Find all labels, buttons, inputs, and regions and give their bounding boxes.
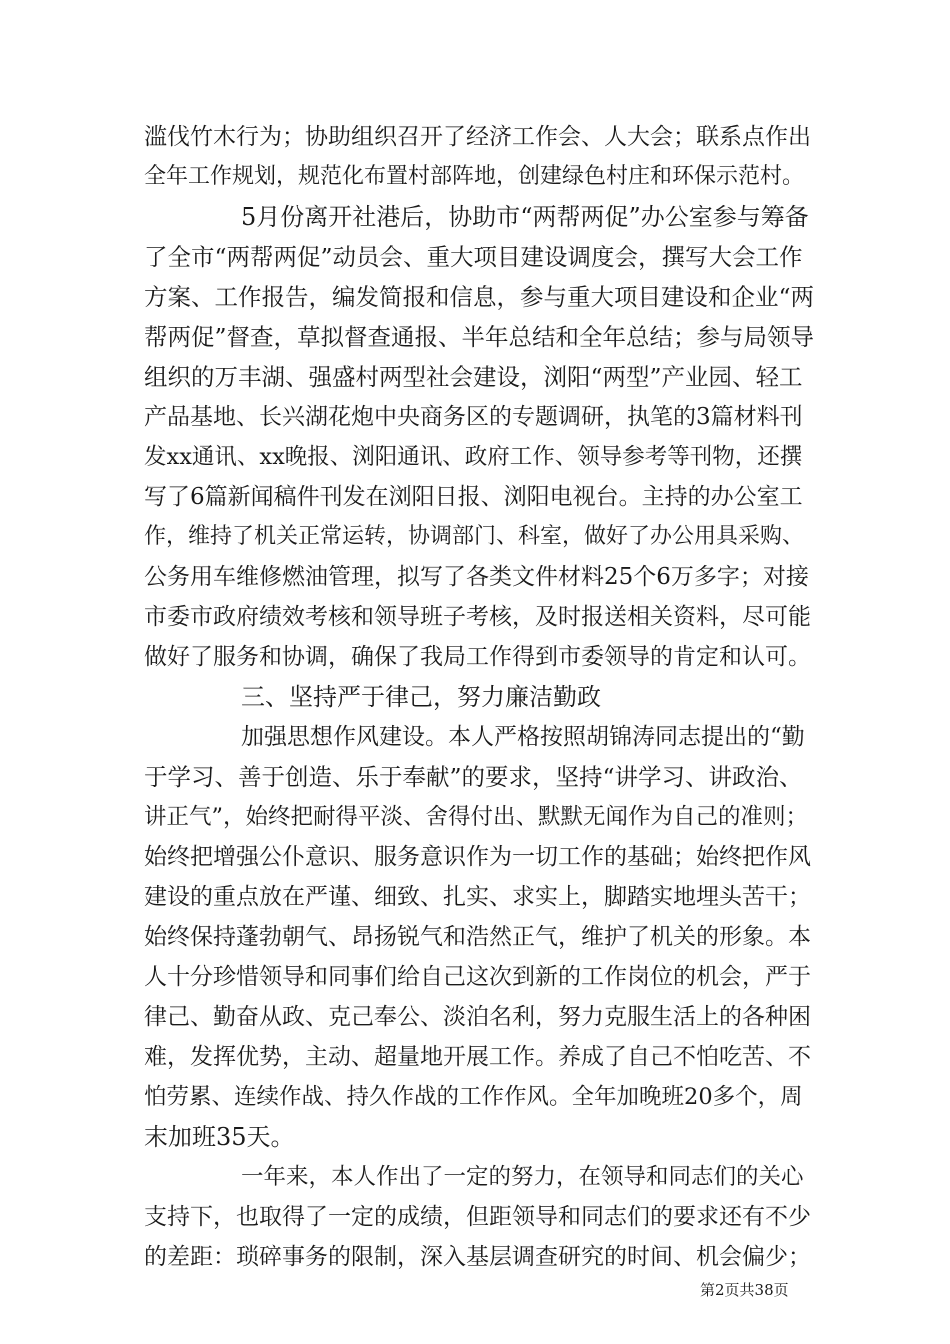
text-line: 帮两促”督查，草拟督查通报、半年总结和全年总结；参与局领导 [144, 323, 815, 351]
text-line: 市委市政府绩效考核和领导班子考核，及时报送相关资料，尽可能 [144, 604, 811, 630]
text-line: 产品基地、长兴湖花炮中央商务区的专题调研，执笔的3篇材料刊 [144, 404, 803, 430]
text-line: 难，发挥优势，主动、超量地开展工作。养成了自己不怕吃苦、不 [144, 1044, 811, 1070]
text-line: 了全市“两帮两促”动员会、重大项目建设调度会，撰写大会工作 [144, 243, 803, 271]
text-line: 讲正气”，始终把耐得平淡、舍得付出、默默无闻作为自己的准则； [144, 804, 809, 830]
text-line: 支持下，也取得了一定的成绩，但距领导和同志们的要求还有不少 [144, 1204, 811, 1230]
paragraph-start-line: 5月份离开社港后，协助市“两帮两促”办公室参与筹备 [241, 203, 809, 231]
section-heading: 三、坚持严于律己，努力廉洁勤政 [241, 683, 601, 711]
text-line: 公务用车维修燃油管理，拟写了各类文件材料25个6万多字；对接 [144, 564, 809, 590]
text-line: 怕劳累、连续作战、持久作战的工作作风。全年加晚班20多个，周 [144, 1084, 803, 1110]
text-line: 全年工作规划，规范化布置村部阵地，创建绿色村庄和环保示范村。 [144, 164, 805, 189]
page-number: 第2页共38页 [700, 1281, 789, 1299]
text-line: 于学习、善于创造、乐于奉献”的要求，坚持“讲学习、讲政治、 [144, 763, 803, 791]
text-line: 发xx通讯、xx晚报、浏阳通讯、政府工作、领导参考等刊物，还撰 [144, 444, 803, 470]
text-line: 组织的万丰湖、强盛村两型社会建设，浏阳“两型”产业园、轻工 [144, 363, 803, 391]
text-line: 做好了服务和协调，确保了我局工作得到市委领导的肯定和认可。 [144, 644, 811, 670]
text-line: 方案、工作报告，编发简报和信息，参与重大项目建设和企业“两 [144, 283, 815, 311]
text-line: 律己、勤奋从政、克己奉公、淡泊名利，努力克服生活上的各种困 [144, 1004, 811, 1030]
paragraph-start-line: 加强思想作风建设。本人严格按照胡锦涛同志提出的“勤 [241, 724, 805, 750]
paragraph-start-line: 一年来，本人作出了一定的努力，在领导和同志们的关心 [241, 1164, 804, 1190]
text-line: 写了6篇新闻稿件刊发在浏阳日报、浏阳电视台。主持的办公室工 [144, 484, 803, 510]
text-line: 人十分珍惜领导和同事们给自己这次到新的工作岗位的机会，严于 [144, 964, 811, 990]
text-line: 末加班35天。 [144, 1123, 295, 1151]
text-line: 的差距：琐碎事务的限制，深入基层调查研究的时间、机会偏少； [144, 1244, 811, 1270]
text-line: 滥伐竹木行为；协助组织召开了经济工作会、人大会；联系点作出 [144, 124, 811, 150]
text-line: 作，维持了机关正常运转，协调部门、科室，做好了办公用具采购、 [144, 524, 805, 549]
text-line: 建设的重点放在严谨、细致、扎实、求实上，脚踏实地埋头苦干； [144, 884, 811, 910]
text-line: 始终保持蓬勃朝气、昂扬锐气和浩然正气，维护了机关的形象。本 [144, 924, 811, 950]
text-line: 始终把增强公仆意识、服务意识作为一切工作的基础；始终把作风 [144, 844, 811, 870]
